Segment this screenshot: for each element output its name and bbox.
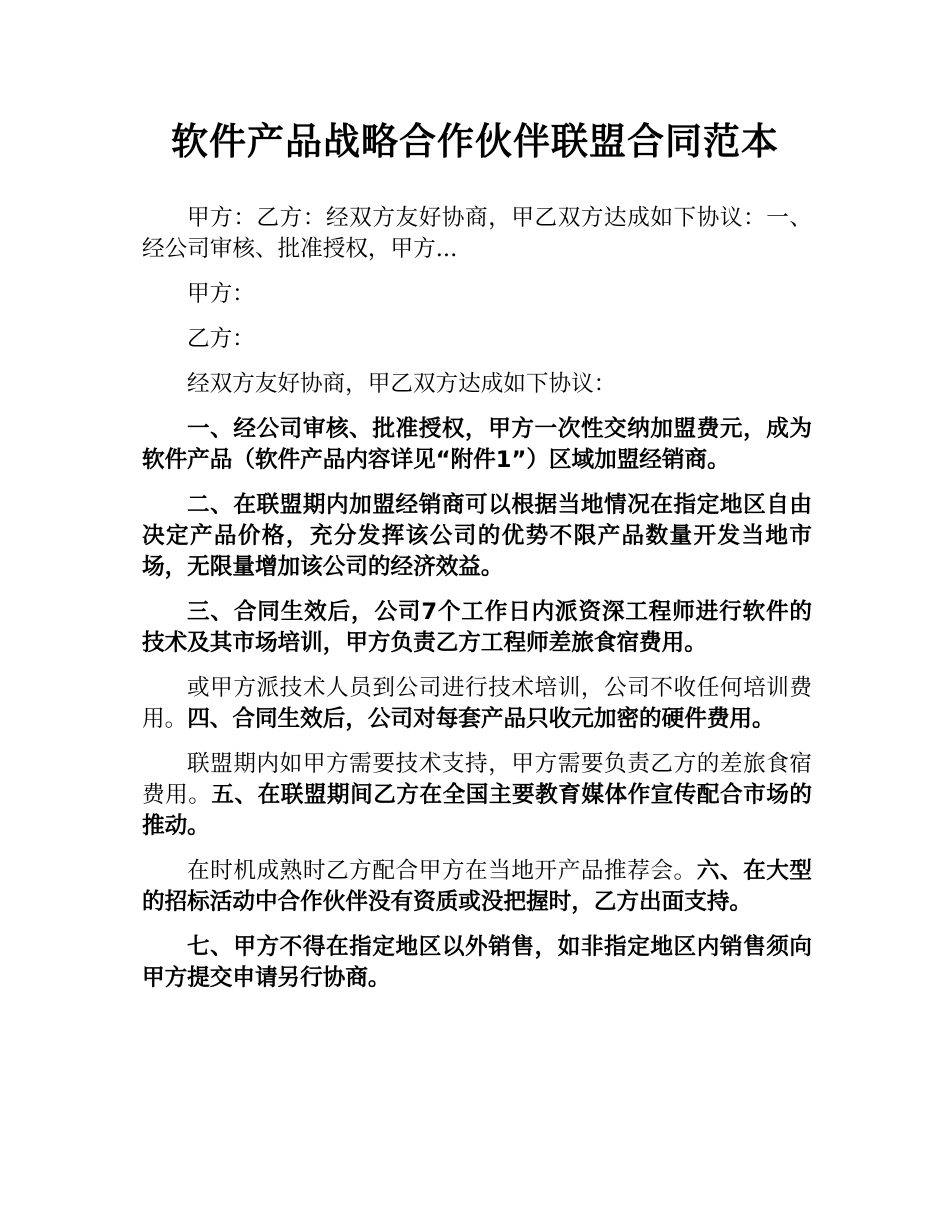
paragraph-text: 甲方： [187,281,255,307]
paragraph-party-a [142,279,812,310]
clause-5 [142,749,812,842]
clause-3 [142,597,812,659]
paragraph-text: 联盟期内如甲方需要技术支持，甲方需要负责乙方的差旅食宿费用。 [142,751,812,808]
paragraph-text-bold: 四、合同生效后，公司对每套产品只收元加密的硬件费用。 [187,706,775,732]
clause-7 [142,932,812,994]
paragraph-party-b [142,324,812,355]
paragraph-text: 二、在联盟期内加盟经销商可以根据当地情况在指定地区自由决定产品价格，充分发挥该公司的优势不限产品数量开发当地市场，无限量增加该公司的经济效益。 [142,492,812,580]
clause-1 [142,414,812,476]
document-title: 软件产品战略合作伙伴联盟合同范本 [171,120,779,163]
document-body [142,203,812,1008]
paragraph-text: 甲方：乙方：经双方友好协商，甲乙双方达成如下协议：一、经公司审核、批准授权，甲方... [142,205,812,262]
paragraph-text: 经双方友好协商，甲乙双方达成如下协议： [187,371,617,397]
paragraph-summary [142,203,812,265]
paragraph-text: 三、合同生效后，公司7个工作日内派资深工程师进行软件的技术及其市场培训，甲方负责乙方工程师差旅食宿费用。 [142,599,812,656]
clause-6 [142,856,812,918]
paragraph-agreement-intro [142,369,812,400]
paragraph-text: 一、经公司审核、批准授权，甲方一次性交纳加盟费元，成为软件产品（软件产品内容详见“附件1”）区域加盟经销商。 [142,416,812,473]
paragraph-text-bold: 六、在大型的招标活动中合作伙伴没有资质或没把握时，乙方出面支持。 [142,858,813,915]
paragraph-text: 七、甲方不得在指定地区以外销售，如非指定地区内销售须向甲方提交申请另行协商。 [142,934,812,991]
paragraph-text: 或甲方派技术人员到公司进行技术培训，公司不收任何培训费用。 [142,675,812,732]
paragraph-text: 乙方： [187,326,255,352]
paragraph-text: 在时机成熟时乙方配合甲方在当地开产品推荐会。 [187,858,697,884]
clause-2 [142,490,812,583]
paragraph-text-bold: 五、在联盟期间乙方在全国主要教育媒体作宣传配合市场的推动。 [142,782,813,839]
clause-4 [142,673,812,735]
